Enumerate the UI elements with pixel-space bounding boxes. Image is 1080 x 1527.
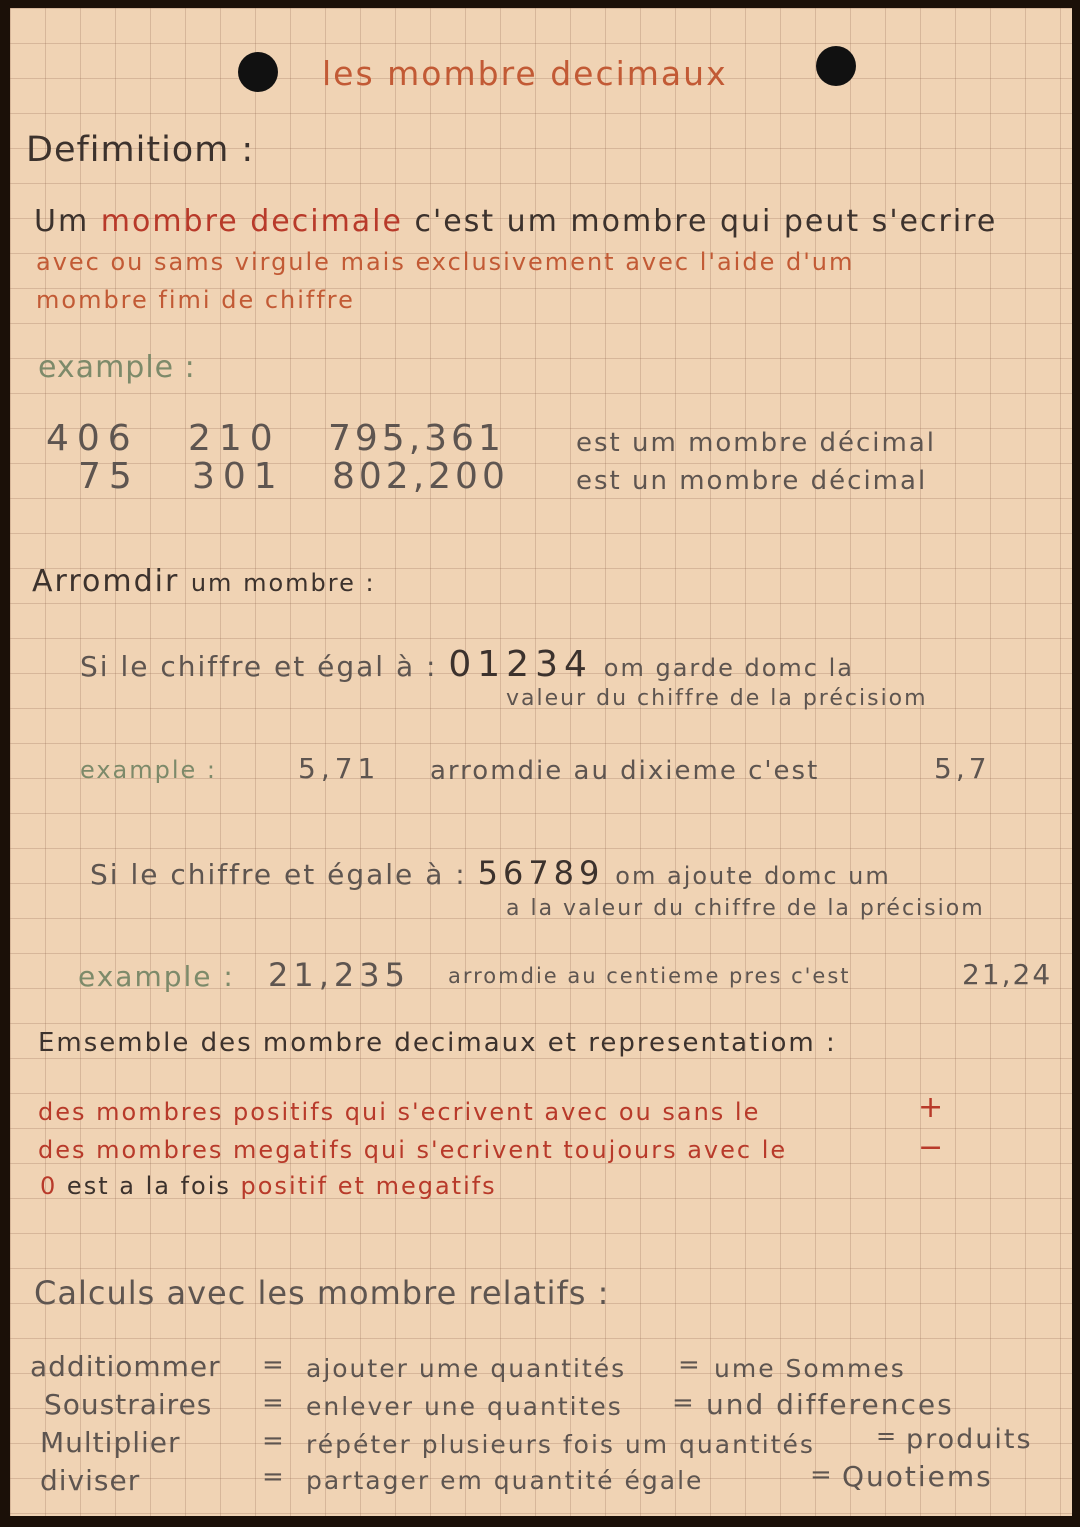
ensemble-line-1: des mombres positifs qui s'ecrivent avec ou sans le: [38, 1098, 761, 1126]
calculs-result: und differences: [706, 1388, 954, 1421]
rounding-rule1-continuation: valeur du chiffre de la précisiom: [506, 686, 928, 711]
ensemble-line-2: des mombres megatifs qui s'ecrivent toujours avec le: [38, 1136, 788, 1164]
example-label: example :: [38, 350, 196, 385]
rounding-example1-result: 5,7: [934, 752, 991, 785]
example-row1-text: est um mombre décimal: [576, 428, 937, 458]
example-row1-number-c: 795,361: [328, 418, 505, 459]
binder-hole-right: [816, 46, 856, 86]
rounding-example1-label: example :: [80, 756, 218, 784]
definition-word: Um: [34, 204, 90, 239]
calculs-equals: =: [810, 1460, 834, 1490]
calculs-equals: =: [672, 1388, 696, 1418]
calculs-equals: =: [876, 1422, 899, 1450]
calculs-operation: additiommer: [30, 1350, 221, 1383]
calculs-operation: Soustraires: [44, 1388, 213, 1421]
ensemble-line-3-text: est a la fois: [66, 1172, 231, 1200]
calculs-equals: =: [678, 1350, 702, 1380]
rounding-heading-word: Arromdir: [32, 564, 180, 599]
calculs-equals: =: [262, 1388, 286, 1418]
ensemble-heading: Emsemble des mombre decimaux et representatiom :: [38, 1028, 837, 1058]
rounding-example1-text: arromdie au dixieme c'est: [430, 756, 820, 786]
calculs-row: [30, 1350, 221, 1383]
rounding-example2-value: 21,235: [268, 956, 410, 994]
calculs-definition: répéter plusieurs fois um quantités: [306, 1430, 815, 1459]
rounding-rule1-digits: 01234: [448, 644, 593, 685]
ensemble-line-3: [40, 1172, 497, 1200]
rounding-rule2-digits: 56789: [477, 854, 605, 892]
rounding-heading: [32, 564, 376, 599]
page-title: les mombre decimaux: [322, 54, 728, 93]
calculs-operation: diviser: [40, 1464, 141, 1497]
rounding-rule2-continuation: a la valeur du chiffre de la précisiom: [506, 896, 985, 921]
minus-sign: −: [918, 1130, 946, 1165]
definition-term: mombre decimale: [100, 204, 403, 239]
calculs-result: Quotiems: [842, 1460, 993, 1493]
example-row1-number-a: 406: [46, 418, 139, 459]
rounding-example1-value: 5,71: [298, 752, 381, 785]
rounding-rule1-action: om garde domc la: [603, 654, 854, 682]
rounding-rule2: [90, 854, 891, 892]
example-row2-text: est un mombre décimal: [576, 466, 928, 496]
calculs-operation: Multiplier: [40, 1426, 181, 1459]
calculs-definition: ajouter ume quantités: [306, 1354, 627, 1383]
example-row2-number-a: 75: [78, 456, 140, 497]
plus-sign: +: [918, 1090, 946, 1125]
rounding-rule2-text: Si le chiffre et égale à :: [90, 858, 467, 891]
calculs-result: ume Sommes: [714, 1354, 906, 1383]
rounding-heading-rest: um mombre :: [190, 569, 376, 597]
definition-line-3: mombre fimi de chiffre: [36, 286, 355, 314]
definition-heading: Defimitiom :: [26, 130, 255, 170]
calculs-definition: partager em quantité égale: [306, 1466, 704, 1495]
calculs-equals: =: [262, 1462, 286, 1492]
calculs-equals: =: [262, 1350, 286, 1380]
example-row1-number-b: 210: [188, 418, 281, 459]
zero-digit: 0: [40, 1172, 58, 1200]
calculs-result: produits: [906, 1424, 1033, 1455]
rounding-example2-text: arromdie au centieme pres c'est: [448, 964, 851, 988]
definition-line-1: [34, 204, 997, 239]
calculs-definition: enlever une quantites: [306, 1392, 623, 1421]
binder-hole-left: [238, 52, 278, 92]
rounding-example2-label: example :: [78, 960, 235, 993]
rounding-rule2-action: om ajoute domc um: [615, 862, 891, 890]
calculs-heading: Calculs avec les mombre relatifs :: [34, 1274, 610, 1312]
definition-text: c'est um mombre qui peut s'ecrire: [414, 204, 998, 239]
rounding-rule1-text: Si le chiffre et égal à :: [80, 650, 438, 683]
ensemble-line-3-emphasis: positif et megatifs: [240, 1172, 497, 1200]
example-row2-number-c: 802,200: [332, 456, 509, 497]
rounding-example2-result: 21,24: [962, 958, 1053, 991]
notebook-page: [10, 8, 1072, 1516]
example-row2-number-b: 301: [192, 456, 285, 497]
definition-line-2: avec ou sams virgule mais exclusivement avec l'aide d'um: [36, 248, 855, 276]
rounding-rule1: [80, 644, 854, 685]
calculs-equals: =: [262, 1426, 286, 1456]
